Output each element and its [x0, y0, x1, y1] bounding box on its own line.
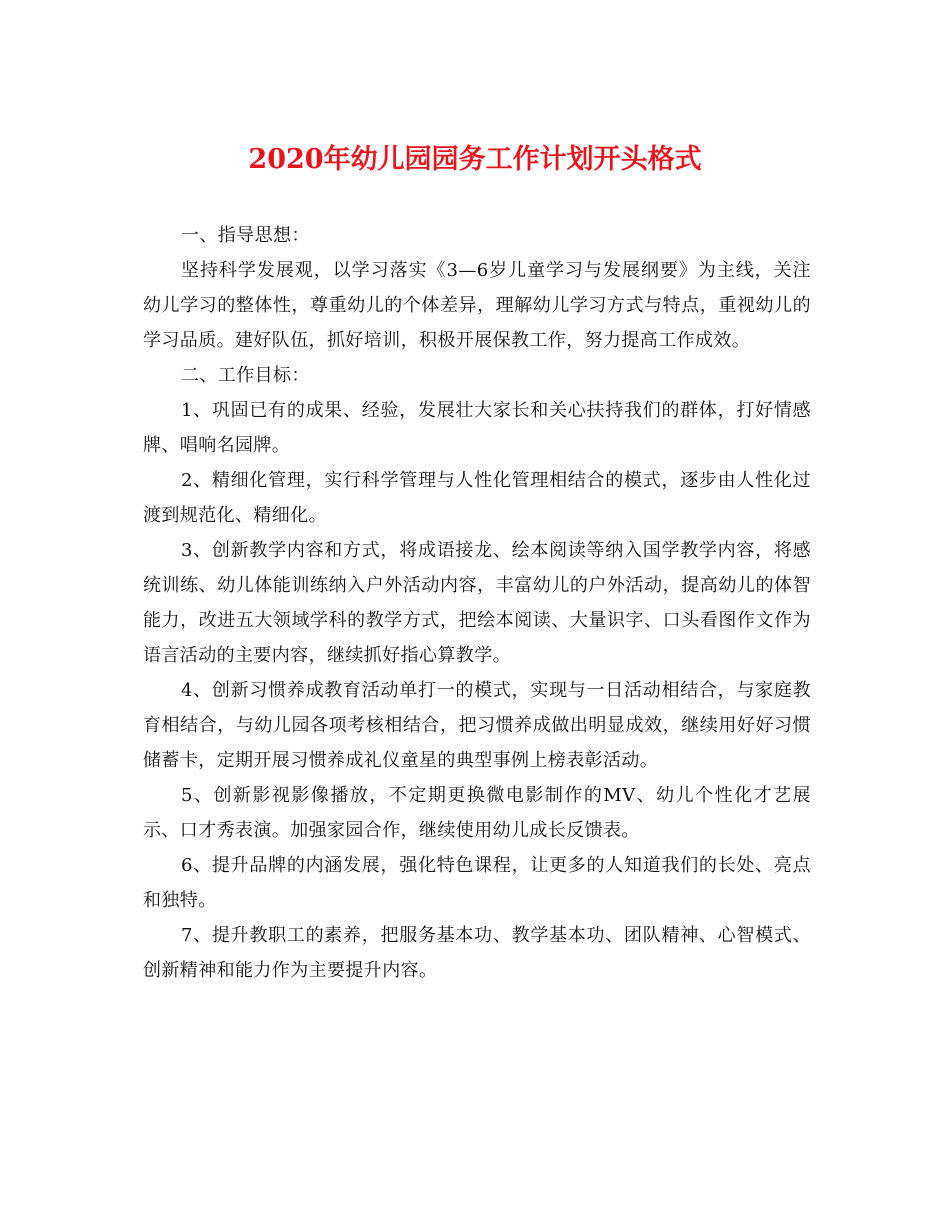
section-heading-guiding-ideology: 一、指导思想： — [181, 225, 310, 246]
section-heading-work-goals: 二、工作目标： — [181, 365, 310, 386]
document-body — [143, 218, 811, 988]
document-title: 2020年幼儿园园务工作计划开头格式 — [248, 144, 702, 175]
goal-item-2: 2、精细化管理，实行科学管理与人性化管理相结合的模式，逐步由人性化过渡到规范化、精细化。 — [143, 470, 811, 526]
goal-item-1: 1、巩固已有的成果、经验，发展壮大家长和关心扶持我们的群体，打好情感牌、唱响名园牌。 — [143, 400, 811, 456]
paragraph-guiding-ideology: 坚持科学发展观，以学习落实《3—6岁儿童学习与发展纲要》为主线，关注幼儿学习的整体性，尊重幼儿的个体差异，理解幼儿学习方式与特点，重视幼儿的学习品质。建好队伍，抓好培训，积极开展保教工作，努力提高工作成效。 — [143, 260, 811, 351]
goal-item-5: 5、创新影视影像播放，不定期更换微电影制作的MV、幼儿个性化才艺展示、口才秀表演。加强家园合作，继续使用幼儿成长反馈表。 — [143, 785, 811, 841]
goal-item-6: 6、提升品牌的内涵发展，强化特色课程，让更多的人知道我们的长处、亮点和独特。 — [143, 855, 811, 911]
goal-item-4: 4、创新习惯养成教育活动单打一的模式，实现与一日活动相结合，与家庭教育相结合，与幼儿园各项考核相结合，把习惯养成做出明显成效，继续用好好习惯储蓄卡，定期开展习惯养成礼仪童星的典型事例上榜表彰活动。 — [143, 680, 811, 771]
goal-item-7: 7、提升教职工的素养，把服务基本功、教学基本功、团队精神、心智模式、创新精神和能力作为主要提升内容。 — [143, 925, 811, 981]
goal-item-3: 3、创新教学内容和方式，将成语接龙、绘本阅读等纳入国学教学内容，将感统训练、幼儿体能训练纳入户外活动内容，丰富幼儿的户外活动，提高幼儿的体智能力，改进五大领域学科的教学方式，把绘本阅读、大量识字、口头看图作文作为语言活动的主要内容，继续抓好指心算教学。 — [143, 540, 811, 666]
